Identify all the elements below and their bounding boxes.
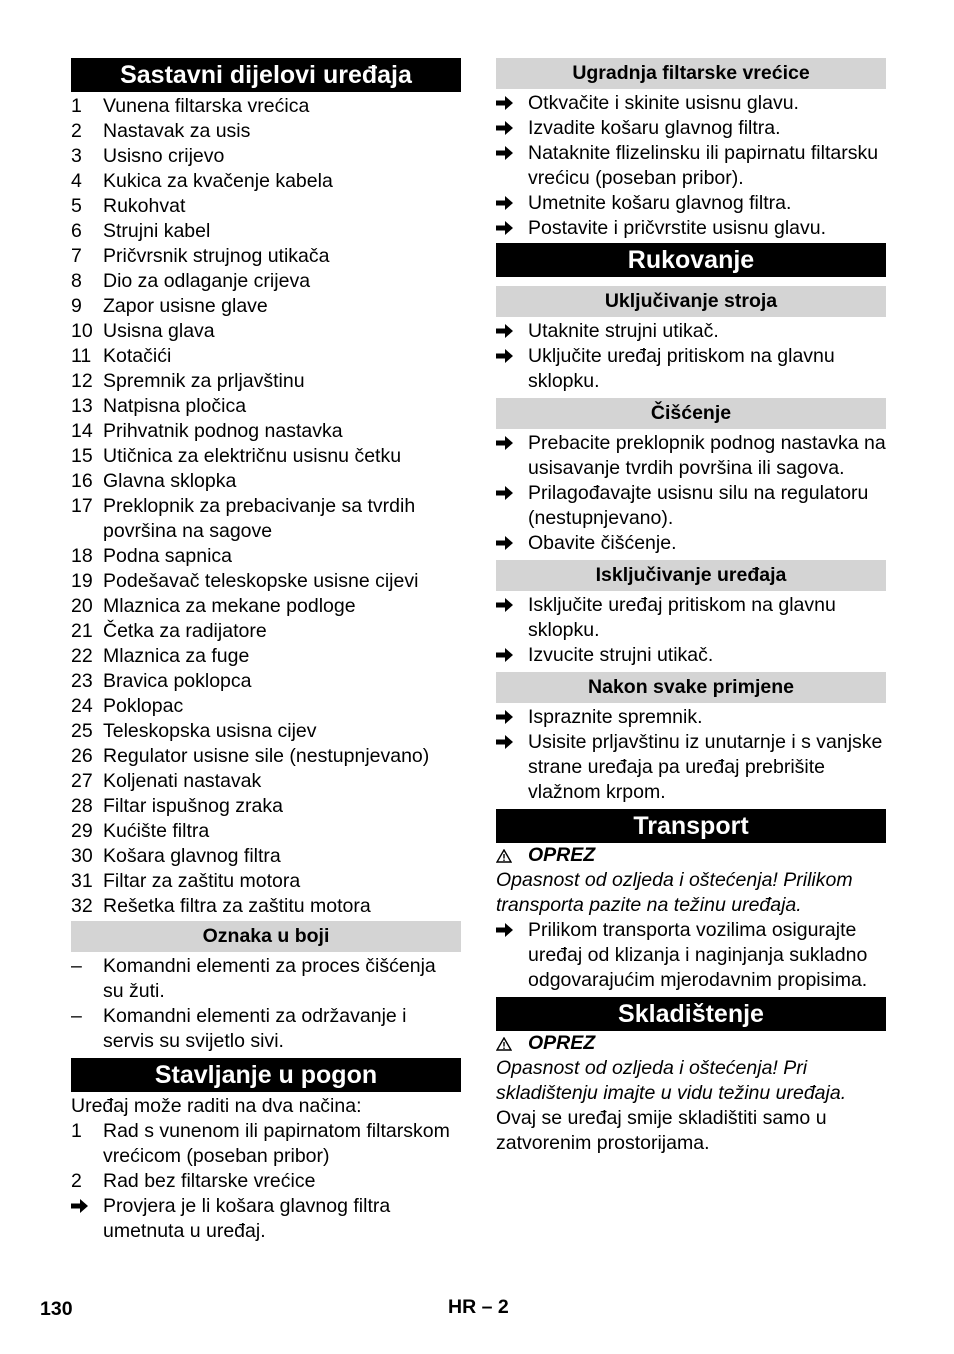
page-number: 130 xyxy=(40,1298,73,1320)
step-text: Uključite uređaj pritiskom na glavnu sklopku. xyxy=(528,345,835,392)
parts-heading: Sastavni dijelovi uređaja xyxy=(71,58,461,92)
arrow-icon xyxy=(496,593,528,643)
switch-on-step xyxy=(496,344,886,394)
item-number: 8 xyxy=(71,270,82,292)
arrow-icon xyxy=(496,319,528,344)
item-text: Teleskopska usisna cijev xyxy=(103,720,317,742)
cleaning-heading: Čišćenje xyxy=(496,398,886,429)
item-text: Četka za radijatore xyxy=(103,620,267,642)
transport-heading: Transport xyxy=(496,809,886,843)
item-number: 16 xyxy=(71,470,93,492)
transport-caution: OPREZ xyxy=(496,843,886,868)
item-text: Regulator usisne sile (nestupnjevano) xyxy=(103,745,430,767)
step-text: Izvucite strujni utikač. xyxy=(528,644,714,666)
install-steps xyxy=(496,91,886,241)
step-text: Isključite uređaj pritiskom na glavnu sklopku. xyxy=(528,594,836,641)
item-number: 10 xyxy=(71,320,93,342)
startup-step: Provjera je li košara glavnog filtra umetnuta u uređaj. xyxy=(71,1194,461,1244)
switch-off-heading: Isključivanje uređaja xyxy=(496,560,886,591)
parts-list-item xyxy=(71,794,461,819)
step-text: Ispraznite spremnik. xyxy=(528,706,703,728)
switch-on-heading: Uključivanje stroja xyxy=(496,286,886,317)
item-number: 24 xyxy=(71,695,93,717)
install-step xyxy=(496,141,886,191)
parts-list-item xyxy=(71,119,461,144)
parts-list-item xyxy=(71,569,461,594)
parts-list-item xyxy=(71,669,461,694)
parts-list-item xyxy=(71,269,461,294)
install-step xyxy=(496,216,886,241)
arrow-icon xyxy=(496,344,528,394)
parts-list-item xyxy=(71,819,461,844)
arrow-icon xyxy=(496,481,528,531)
arrow-icon xyxy=(496,116,528,141)
step-text: Umetnite košaru glavnog filtra. xyxy=(528,192,792,214)
item-number: 6 xyxy=(71,220,82,242)
item-text: Košara glavnog filtra xyxy=(103,845,281,867)
parts-list-item xyxy=(71,869,461,894)
item-text: Filtar za zaštitu motora xyxy=(103,870,301,892)
item-number: 4 xyxy=(71,170,82,192)
after-use-step xyxy=(496,730,886,805)
parts-list-item xyxy=(71,494,461,544)
parts-list-item xyxy=(71,619,461,644)
item-number: 25 xyxy=(71,720,93,742)
transport-step: Prilikom transporta vozilima osigurajte uređaj od klizanja i naginjanja sukladno odgovarajućim mjerodavnim propisima. xyxy=(496,918,886,993)
parts-list-item xyxy=(71,894,461,919)
arrow-icon xyxy=(496,431,528,481)
color-heading: Oznaka u boji xyxy=(71,921,461,952)
item-text: Mlaznica za mekane podloge xyxy=(103,595,356,617)
switch-off-step xyxy=(496,593,886,643)
item-text: Zapor usisne glave xyxy=(103,295,268,317)
parts-list-item xyxy=(71,169,461,194)
arrow-icon xyxy=(496,191,528,216)
step-text: Prilagođavajte usisnu silu na regulatoru (nestupnjevano). xyxy=(528,482,869,529)
arrow-icon xyxy=(496,918,528,993)
item-text: Mlaznica za fuge xyxy=(103,645,250,667)
color-list xyxy=(71,954,461,1054)
arrow-icon xyxy=(496,730,528,805)
cleaning-step xyxy=(496,531,886,556)
warning-icon xyxy=(496,849,512,863)
warning-icon xyxy=(496,1037,512,1051)
parts-list-item xyxy=(71,369,461,394)
item-number: 12 xyxy=(71,370,93,392)
item-number: 13 xyxy=(71,395,93,417)
parts-list-item xyxy=(71,694,461,719)
left-column xyxy=(71,58,461,1244)
item-text: Usisna glava xyxy=(103,320,215,342)
step-text: Obavite čišćenje. xyxy=(528,532,677,554)
after-use-steps xyxy=(496,705,886,805)
parts-list-item xyxy=(71,444,461,469)
parts-list-item xyxy=(71,844,461,869)
install-step xyxy=(496,191,886,216)
item-number: 1 xyxy=(71,95,82,117)
arrow-icon xyxy=(496,705,528,730)
item-number: 27 xyxy=(71,770,93,792)
dash-bullet: – xyxy=(71,955,82,977)
step-text: Prebacite preklopnik podnog nastavka na usisavanje tvrdih površina ili sagova. xyxy=(528,432,886,479)
parts-list-item xyxy=(71,544,461,569)
storage-text: Ovaj se uređaj smije skladištiti samo u zatvorenim prostorijama. xyxy=(496,1107,827,1154)
color-list-item xyxy=(71,1004,461,1054)
item-text: Strujni kabel xyxy=(103,220,211,242)
item-text: Poklopac xyxy=(103,695,184,717)
item-text: Vunena filtarska vrećica xyxy=(103,95,310,117)
parts-list-item xyxy=(71,344,461,369)
arrow-icon xyxy=(496,531,528,556)
item-text: Rad s vunenom ili papirnatom filtarskom vrećicom (poseban pribor) xyxy=(103,1120,450,1167)
transport-caution-text: Opasnost od ozljeda i oštećenja! Prilikom transporta pazite na težinu uređaja. xyxy=(496,869,853,916)
item-number: 29 xyxy=(71,820,93,842)
parts-list-item xyxy=(71,219,461,244)
item-text: Bravica poklopca xyxy=(103,670,252,692)
item-text: Nastavak za usis xyxy=(103,120,251,142)
storage-caution: OPREZ xyxy=(496,1031,886,1056)
step-text: Izvadite košaru glavnog filtra. xyxy=(528,117,781,139)
item-number: 28 xyxy=(71,795,93,817)
parts-list-item xyxy=(71,394,461,419)
item-number: 11 xyxy=(71,345,92,367)
item-number: 15 xyxy=(71,445,93,467)
after-use-heading: Nakon svake primjene xyxy=(496,672,886,703)
item-text: Usisno crijevo xyxy=(103,145,225,167)
item-text: Spremnik za prljavštinu xyxy=(103,370,305,392)
item-text: Natpisna pločica xyxy=(103,395,247,417)
item-number: 14 xyxy=(71,420,93,442)
install-step xyxy=(496,116,886,141)
right-column xyxy=(496,58,886,1156)
item-number: 17 xyxy=(71,495,93,517)
parts-list-item xyxy=(71,419,461,444)
parts-list-item xyxy=(71,319,461,344)
parts-list xyxy=(71,94,461,919)
item-text: Rad bez filtarske vrećice xyxy=(103,1170,316,1192)
startup-modes xyxy=(71,1119,461,1194)
item-number: 2 xyxy=(71,1170,82,1192)
item-text: Glavna sklopka xyxy=(103,470,237,492)
arrow-icon xyxy=(496,643,528,668)
install-step xyxy=(496,91,886,116)
step-text: Usisite prljavštinu iz unutarnje i s vanjske strane uređaja pa uređaj prebrišite vlažnom krpom. xyxy=(528,731,883,803)
step-text: Nataknite flizelinsku ili papirnatu filtarsku vrećicu (poseban pribor). xyxy=(528,142,879,189)
arrow-icon xyxy=(496,216,528,241)
parts-list-item xyxy=(71,194,461,219)
item-number: 31 xyxy=(71,870,93,892)
item-number: 1 xyxy=(71,1120,82,1142)
switch-off-step xyxy=(496,643,886,668)
arrow-icon xyxy=(496,91,528,116)
parts-list-item xyxy=(71,94,461,119)
item-text: Komandni elementi za proces čišćenja su žuti. xyxy=(103,955,436,1002)
switch-on-steps xyxy=(496,319,886,394)
parts-list-item xyxy=(71,719,461,744)
item-number: 5 xyxy=(71,195,82,217)
item-text: Kotačići xyxy=(103,345,172,367)
item-number: 26 xyxy=(71,745,93,767)
parts-list-item xyxy=(71,469,461,494)
arrow-icon xyxy=(71,1194,103,1244)
item-number: 3 xyxy=(71,145,82,167)
parts-list-item xyxy=(71,744,461,769)
item-text: Kukica za kvačenje kabela xyxy=(103,170,333,192)
item-text: Rešetka filtra za zaštitu motora xyxy=(103,895,371,917)
item-number: 2 xyxy=(71,120,82,142)
item-number: 19 xyxy=(71,570,93,592)
item-text: Komandni elementi za održavanje i servis su svijetlo sivi. xyxy=(103,1005,407,1052)
cleaning-steps xyxy=(496,431,886,556)
language-page-label: HR – 2 xyxy=(448,1296,509,1318)
storage-heading: Skladištenje xyxy=(496,997,886,1031)
parts-list-item xyxy=(71,294,461,319)
item-text: Koljenati nastavak xyxy=(103,770,262,792)
install-heading: Ugradnja filtarske vrećice xyxy=(496,58,886,89)
item-text: Prihvatnik podnog nastavka xyxy=(103,420,343,442)
item-number: 9 xyxy=(71,295,82,317)
parts-list-item xyxy=(71,144,461,169)
item-text: Podešavač teleskopske usisne cijevi xyxy=(103,570,419,592)
item-text: Kućište filtra xyxy=(103,820,210,842)
item-number: 20 xyxy=(71,595,93,617)
startup-mode-item xyxy=(71,1169,461,1194)
item-text: Dio za odlaganje crijeva xyxy=(103,270,311,292)
startup-mode-item xyxy=(71,1119,461,1169)
arrow-icon xyxy=(496,141,528,191)
item-text: Podna sapnica xyxy=(103,545,233,567)
startup-intro: Uređaj može raditi na dva načina: xyxy=(71,1095,362,1117)
item-number: 22 xyxy=(71,645,93,667)
cleaning-step xyxy=(496,431,886,481)
item-number: 21 xyxy=(71,620,93,642)
step-text: Postavite i pričvrstite usisnu glavu. xyxy=(528,217,827,239)
operation-heading: Rukovanje xyxy=(496,243,886,277)
item-text: Filtar ispušnog zraka xyxy=(103,795,283,817)
step-text: Utaknite strujni utikač. xyxy=(528,320,719,342)
item-number: 18 xyxy=(71,545,93,567)
dash-bullet: – xyxy=(71,1005,82,1027)
item-text: Preklopnik za prebacivanje sa tvrdih površina na sagove xyxy=(103,495,416,542)
parts-list-item xyxy=(71,769,461,794)
item-text: Pričvrsnik strujnog utikača xyxy=(103,245,330,267)
switch-off-steps xyxy=(496,593,886,668)
item-number: 32 xyxy=(71,895,93,917)
item-text: Rukohvat xyxy=(103,195,186,217)
after-use-step xyxy=(496,705,886,730)
color-list-item xyxy=(71,954,461,1004)
parts-list-item xyxy=(71,244,461,269)
switch-on-step xyxy=(496,319,886,344)
startup-heading: Stavljanje u pogon xyxy=(71,1058,461,1092)
parts-list-item xyxy=(71,594,461,619)
parts-list-item xyxy=(71,644,461,669)
item-text: Utičnica za električnu usisnu četku xyxy=(103,445,402,467)
item-number: 7 xyxy=(71,245,82,267)
item-number: 23 xyxy=(71,670,93,692)
step-text: Otkvačite i skinite usisnu glavu. xyxy=(528,92,799,114)
cleaning-step xyxy=(496,481,886,531)
storage-caution-text: Opasnost od ozljeda i oštećenja! Pri skladištenju imajte u vidu težinu uređaja. xyxy=(496,1057,847,1104)
item-number: 30 xyxy=(71,845,93,867)
